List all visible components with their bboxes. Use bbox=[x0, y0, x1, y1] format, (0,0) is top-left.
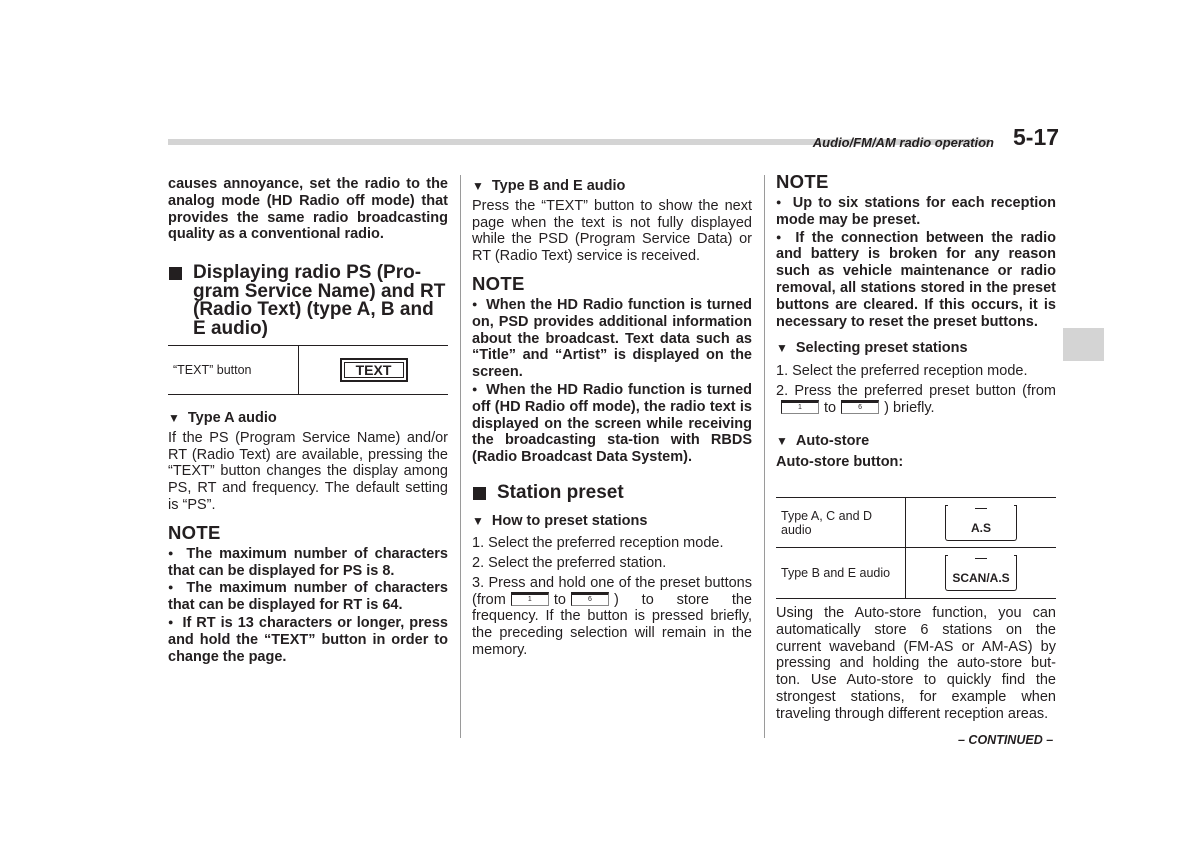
square-bullet-icon bbox=[169, 267, 182, 280]
sel-step-2-text-a: 2. Press the preferred preset button (from bbox=[776, 382, 1056, 399]
auto-store-table bbox=[776, 497, 1056, 599]
bullet-icon: ● bbox=[776, 231, 785, 242]
bullet-icon: ● bbox=[472, 298, 479, 309]
scan-as-button-label: SCAN/A.S bbox=[952, 571, 1010, 585]
note-item bbox=[776, 194, 1056, 229]
note-heading: NOTE bbox=[472, 272, 525, 294]
step-3-text-a: 3. Press and hold one of the preset buttons (from bbox=[472, 574, 752, 608]
section-heading-station-preset bbox=[472, 481, 752, 503]
triangle-down-icon: ▼ bbox=[776, 433, 788, 448]
table-row bbox=[776, 498, 1056, 548]
as-button-illustration bbox=[945, 505, 1017, 541]
subheading-auto-store bbox=[776, 433, 1056, 450]
table-cell-button bbox=[905, 548, 1056, 598]
auto-store-body: Using the Auto-store function, you can automatically store 6 stations on the current waveband (FM-AS or AM-AS) by pressing and holding the auto-store but-ton. Use Auto-store to quickly find the strongest stations, for example when traveling through different reception areas. bbox=[776, 605, 1056, 722]
note-item bbox=[168, 579, 448, 614]
triangle-down-icon: ▼ bbox=[472, 179, 484, 193]
note-item bbox=[472, 296, 752, 381]
subheading-type-b-e-text: Type B and E audio bbox=[491, 178, 626, 194]
key-edge bbox=[1014, 505, 1017, 511]
step-3 bbox=[472, 575, 752, 659]
section-heading-text: Station preset bbox=[497, 481, 624, 503]
key-edge bbox=[945, 505, 948, 511]
type-b-e-body: Press the “TEXT” button to show the next page when the text is not fully displayed while the PSD (Program Service Data) or RT (Radio Text) service is received. bbox=[472, 197, 752, 265]
bullet-icon: ● bbox=[776, 197, 784, 207]
note-item-text: If RT is 13 characters or longer, press and hold the “TEXT” button in order to change the page. bbox=[168, 614, 448, 665]
note-item-text: Up to six stations for each reception mode may be preset. bbox=[776, 195, 1057, 228]
indicator-line-icon bbox=[975, 508, 987, 509]
column-divider-1 bbox=[460, 175, 461, 738]
note-item-text: When the HD Radio function is turned off (HD Radio off mode), the radio text is displayed on the screen while receiving the broadcasting sta-tion with RBDS (Radio Broadcast Data System). bbox=[472, 381, 753, 466]
table-cell-button bbox=[905, 498, 1056, 547]
triangle-down-icon: ▼ bbox=[776, 341, 788, 356]
table-row bbox=[776, 548, 1056, 598]
note-item bbox=[168, 545, 448, 580]
header-section-title: Audio/FM/AM radio operation bbox=[812, 135, 994, 150]
key-edge bbox=[945, 555, 948, 561]
subheading-auto-store-text: Auto-store bbox=[795, 432, 870, 449]
triangle-down-icon: ▼ bbox=[472, 514, 484, 529]
text-button-illustration: TEXT bbox=[340, 358, 408, 382]
subheading-how-to-preset bbox=[472, 513, 752, 530]
text-button-table bbox=[168, 345, 448, 395]
subheading-how-to-preset-text: How to preset stations bbox=[491, 513, 648, 530]
triangle-down-icon: ▼ bbox=[168, 411, 180, 425]
subheading-type-a bbox=[168, 410, 448, 427]
sel-step-2-text-b: ) briefly. bbox=[884, 399, 935, 416]
square-bullet-icon bbox=[473, 487, 486, 500]
sel-step-2 bbox=[776, 383, 1056, 417]
page-number: 5-17 bbox=[1013, 124, 1060, 150]
column-3 bbox=[776, 172, 1056, 471]
preset-button-1-icon: 1 bbox=[781, 400, 819, 414]
as-button-label: A.S bbox=[970, 520, 991, 535]
step-3-text-b: ) to store the frequency. If the button is pressed briefly, the preceding selection will remain in the memory. bbox=[472, 591, 752, 659]
note-item bbox=[776, 229, 1056, 331]
table-label: Type A, C and D audio bbox=[781, 508, 873, 537]
note-item-text: When the HD Radio function is turned on, PSD provides additional information about the broadcast. Text data such as “Title” and “Artist” is displayed on the screen. bbox=[472, 296, 753, 381]
note-item-text: The maximum number of characters that can be displayed for RT is 64. bbox=[168, 580, 448, 614]
note-item-text: If the connection between the radio and battery is broken for any reason such as vehicle maintenance or radio removal, all stations stored in the preset buttons are cleared. If this occurs, it is necessary to reset the preset buttons. bbox=[776, 229, 1057, 330]
bullet-icon: ● bbox=[168, 616, 175, 627]
preset-button-1-icon: 1 bbox=[511, 592, 549, 606]
intro-text: causes annoyance, set the radio to the analog mode (HD Radio off mode) that provides the same radio broadcasting quality as a conventional radio. bbox=[168, 176, 448, 243]
bullet-icon: ● bbox=[168, 547, 177, 558]
column-1-lower bbox=[168, 410, 448, 665]
note-heading: NOTE bbox=[776, 171, 829, 192]
preset-button-6-icon: 6 bbox=[841, 400, 879, 414]
section-heading-ps-rt bbox=[168, 264, 448, 338]
table-row bbox=[168, 346, 448, 394]
subheading-selecting-preset-text: Selecting preset stations bbox=[795, 340, 968, 357]
column-1 bbox=[168, 176, 448, 338]
step-2: 2. Select the preferred station. bbox=[472, 555, 667, 572]
key-edge bbox=[1014, 555, 1017, 561]
column-2 bbox=[472, 178, 752, 659]
preset-button-6-icon: 6 bbox=[571, 592, 609, 606]
scan-as-button-illustration bbox=[945, 555, 1017, 591]
column-divider-2 bbox=[764, 175, 765, 738]
auto-store-label: Auto-store button: bbox=[776, 454, 904, 471]
chapter-side-tab bbox=[1063, 328, 1104, 361]
column-3-lower bbox=[776, 605, 1056, 723]
section-heading-text: Displaying radio PS (Pro-gram Service Name) and RT (Radio Text) (type A, B and E audio) bbox=[193, 262, 446, 339]
note-item-text: The maximum number of characters that can be displayed for PS is 8. bbox=[168, 545, 448, 579]
table-label: Type B and E audio bbox=[781, 566, 891, 580]
sel-step-2-to: to bbox=[824, 399, 837, 416]
type-a-body: If the PS (Program Service Name) and/or RT (Radio Text) are available, pressing the “TEXT” button changes the display among PS, RT and frequency. The default setting is “PS”. bbox=[168, 429, 448, 513]
table-label: “TEXT” button bbox=[173, 363, 252, 377]
note-item bbox=[472, 381, 752, 466]
table-cell-button bbox=[298, 346, 448, 394]
bullet-icon: ● bbox=[168, 582, 177, 593]
bullet-icon: ● bbox=[472, 383, 479, 394]
note-item bbox=[168, 614, 448, 665]
step-3-to: to bbox=[553, 591, 566, 608]
note-heading: NOTE bbox=[168, 521, 221, 543]
subheading-selecting-preset bbox=[776, 340, 1056, 357]
sel-step-1: 1. Select the preferred reception mode. bbox=[776, 363, 1028, 380]
step-1: 1. Select the preferred reception mode. bbox=[472, 535, 724, 552]
continued-label: – CONTINUED – bbox=[958, 733, 1054, 747]
subheading-type-a-text: Type A audio bbox=[187, 410, 277, 426]
indicator-line-icon bbox=[975, 558, 987, 559]
subheading-type-b-e bbox=[472, 178, 752, 195]
